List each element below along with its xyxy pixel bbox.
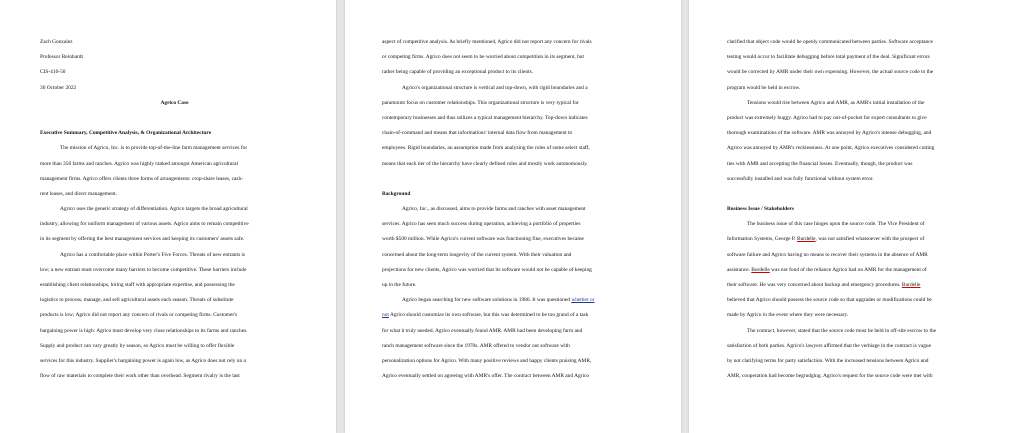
hyperlink-whether-or-not[interactable]: whether or xyxy=(571,297,595,304)
paragraph-line: Agrico has a comfortable place within Porter's Five Forces. Threats of new entrants is xyxy=(60,251,246,258)
text-run: Agrico began searching for new software solutions in 1986. It was questioned xyxy=(402,297,572,304)
paragraph-line: ranch management software since the 1970s. AMR offered to vendor out software with xyxy=(382,342,570,349)
paragraph-line: logistics to process, manage, and sell agricultural assets each season. Threats of substitute xyxy=(40,297,234,304)
paragraph-line: Tensions would rise between Agrico and AMR, as AMR's initial installation of the xyxy=(747,99,925,106)
paragraph-line xyxy=(727,263,999,278)
paragraph-line: low; a new entrant must overcome many barriers to become competitive. These barriers include xyxy=(40,266,247,273)
paragraph-line: rather being capable of providing an exceptional product to its clients. xyxy=(382,69,534,76)
paragraph-line: Agrico eventually settled on agreeing with AMR's offer. The contract between AMR and Agrico xyxy=(382,373,590,380)
paragraph-line: software failure and Agrico having no means to recover their systems in the absence of AMR xyxy=(727,251,928,258)
paragraph-line: Agrico's organizational structure is vertical and top-down, with rigid boundaries and a xyxy=(402,84,588,91)
paragraph-line: chain-of-command and means that informations' internal data flow from management to xyxy=(382,130,573,137)
paragraph-line: thorough examinations of the software. AMR was annoyed by Agrico's intense debugging, and xyxy=(727,130,932,137)
misspelled-word[interactable]: Burdelle xyxy=(751,266,770,273)
paragraph-line: clarified that object code would be openly communicated between parties. Software acceptance xyxy=(727,39,933,45)
paragraph-line: personalization options for Agrico. With many positive reviews and happy clients praising AMR, xyxy=(382,357,592,364)
paragraph-line: contemporary businesses and thus utilizes a typical management hierarchy. Top-down indicates xyxy=(382,114,588,121)
paragraph-line: more than 350 farms and ranches. Agrico was highly ranked amongst American agricultural xyxy=(40,160,239,167)
paragraph-line xyxy=(382,293,651,308)
date: 30 October 2022 xyxy=(40,84,77,91)
paragraph-line: means that each tier of the hierarchy have clearly defined roles and mostly work autonomously. xyxy=(382,160,588,167)
paragraph-line: bargaining power is high: Agrico must develop very close relationships to its farms and ranches. xyxy=(40,327,248,334)
text-run: their software. He was very concerned about backup and emergency procedures. xyxy=(727,282,902,288)
paragraph-line: AMR, cooperation had become begrudging. Agrico's request for the source code were met with xyxy=(727,373,933,380)
paragraph-line: Agrico was annoyed by AMR's recklessness. At one point, Agrico executives considered cutting xyxy=(727,145,935,152)
paragraph-line: management firms. Agrico offers clients three forms of arrangements: crop-share leases, cash- xyxy=(40,175,244,182)
paragraph-line: successfully installed and was fully functional without system error. xyxy=(727,175,874,182)
paragraph-line: up in the future. xyxy=(382,282,417,288)
paragraph-line: paramount focus on customer relationships. This organizational structure is very typical for xyxy=(382,99,579,106)
document-title: Agrico Case xyxy=(160,99,189,106)
paragraph-line: aspect of competitive analysis. As briefly mentioned, Agrico did not report any concern for rivals xyxy=(382,39,592,45)
spacer xyxy=(40,111,309,126)
paragraph-line: program would be held in escrow. xyxy=(727,84,801,91)
paragraph-line xyxy=(727,232,999,247)
text-run: Information Systems, George P. xyxy=(727,236,797,243)
section-heading: Executive Summary, Competitive Analysis, & Organizational Architecture xyxy=(40,130,212,137)
spacer xyxy=(382,172,651,187)
paragraph-line: products is low; Agrico did not report any concern of rivals or competing firms. Customer's xyxy=(40,312,238,319)
text-run: Agrico should customize its own software, but this was determined to be too grand of a task xyxy=(388,312,589,319)
document-page-1 xyxy=(0,0,336,433)
paragraph-line: The mission of Agrico, Inc. is to provide top-of-the-line farm management services for xyxy=(60,145,248,152)
hyperlink-whether-or-not-cont[interactable]: not xyxy=(382,312,389,319)
paragraph-line: Agrico, Inc., as discussed, aims to provide farms and ranches with asset management xyxy=(402,206,586,213)
paragraph-line: product was extremely buggy. Agrico had to pay out-of-pocket for expert consultants to give xyxy=(727,114,927,121)
text-run: was not fond of the reliance Agrico had on AMR for the management of xyxy=(769,266,927,273)
professor-name: Professor Reinhardt xyxy=(40,54,83,61)
text-run: , was not satisfied whatsoever with the prospect of xyxy=(815,236,925,243)
paragraph-line: services for this industry. Supplier's bargaining power is again low, as Agrico does not rely on a xyxy=(40,357,246,364)
course-code: CIS-410-50 xyxy=(40,69,66,76)
paragraph-line: establishing client relationships, hiring staff with appropriate expertise, and possessing the xyxy=(40,282,235,288)
paragraph-line: in its segment by offering the best management services and keeping its customers' assets safe. xyxy=(40,236,245,243)
paragraph-line: believed that Agrico should possess the source code so that upgrades or modifications could be xyxy=(727,297,932,304)
paragraph-line: worth $500 million. While Agrico's current software was functioning fine, executives became xyxy=(382,236,584,243)
paragraph-line: employees. Rigid boundaries, an assumption made from analyzing the roles of some select staff, xyxy=(382,145,590,152)
paragraph-line: for what it truly needed. Agrico eventually found AMR. AMR had been developing farm and xyxy=(382,327,583,334)
paragraph-line: by not clarifying terms for party satisfaction. With the increased tensions between Agrico and xyxy=(727,357,929,364)
paragraph-line: made by Agrico in the event where they were necessary. xyxy=(727,312,849,319)
paragraph-line: projections for new clients, Agrico was worried that its software would not be capable of keeping xyxy=(382,266,592,273)
misspelled-word[interactable]: Burdelle xyxy=(796,236,816,243)
paragraph-line: The business issue of this case hinges upon the source code. The Vice President of xyxy=(747,221,925,228)
paragraph-line: would be corrected by AMR under their own expensing. However, the actual source code to the xyxy=(727,69,934,76)
paragraph-line: testing would occur to facilitate debugging before total payment of the deal. Significant errors xyxy=(727,54,930,61)
section-heading: Business Issue / Stakeholders xyxy=(727,206,794,213)
paragraph-line xyxy=(727,278,999,293)
paragraph-line: flow of raw materials to complete their work other than overhead. Segment rivalry is the last xyxy=(40,373,240,380)
paragraph-line: industry, allowing for uniform management of various assets. Agrico aims to remain competitive xyxy=(40,221,249,228)
paragraph-line: rent leases, and direct management. xyxy=(40,190,117,197)
section-heading: Background xyxy=(382,190,411,197)
paragraph-line: Supply and product can vary greatly by season, so Agrico must be willing to offer flexible xyxy=(40,342,235,349)
paragraph-line: ties with AMR and accepting the financial losses. Eventually, though, the product was xyxy=(727,160,913,167)
paragraph-line: Agrico uses the generic strategy of differentiation. Agrico targets the broad agricultural xyxy=(60,206,248,213)
text-run: assistance. xyxy=(727,266,752,273)
paragraph-line: concerned about the long-term longevity of the current system. With their valuation and xyxy=(382,251,572,258)
paragraph-line: or competing firms. Agrico does not seem to be worried about competition in its segment, but xyxy=(382,54,584,61)
author-name: Zach Gonzalez xyxy=(40,39,73,45)
misspelled-word[interactable]: Burdelle xyxy=(901,282,921,288)
document-page-2 xyxy=(345,0,681,433)
spacer xyxy=(727,187,999,202)
document-page-3 xyxy=(689,0,1024,433)
paragraph-line: services. Agrico has seen much success during operation, achieving a portfolio of properties xyxy=(382,221,581,228)
paragraph-line xyxy=(382,308,651,323)
paragraph-line: satisfaction of both parties. Agrico's lawyers affirmed that the verbiage in the contract is vague xyxy=(727,342,932,349)
paragraph-line: The contract, however, stated that the source code must be held in off-site escrow to the xyxy=(747,327,937,334)
